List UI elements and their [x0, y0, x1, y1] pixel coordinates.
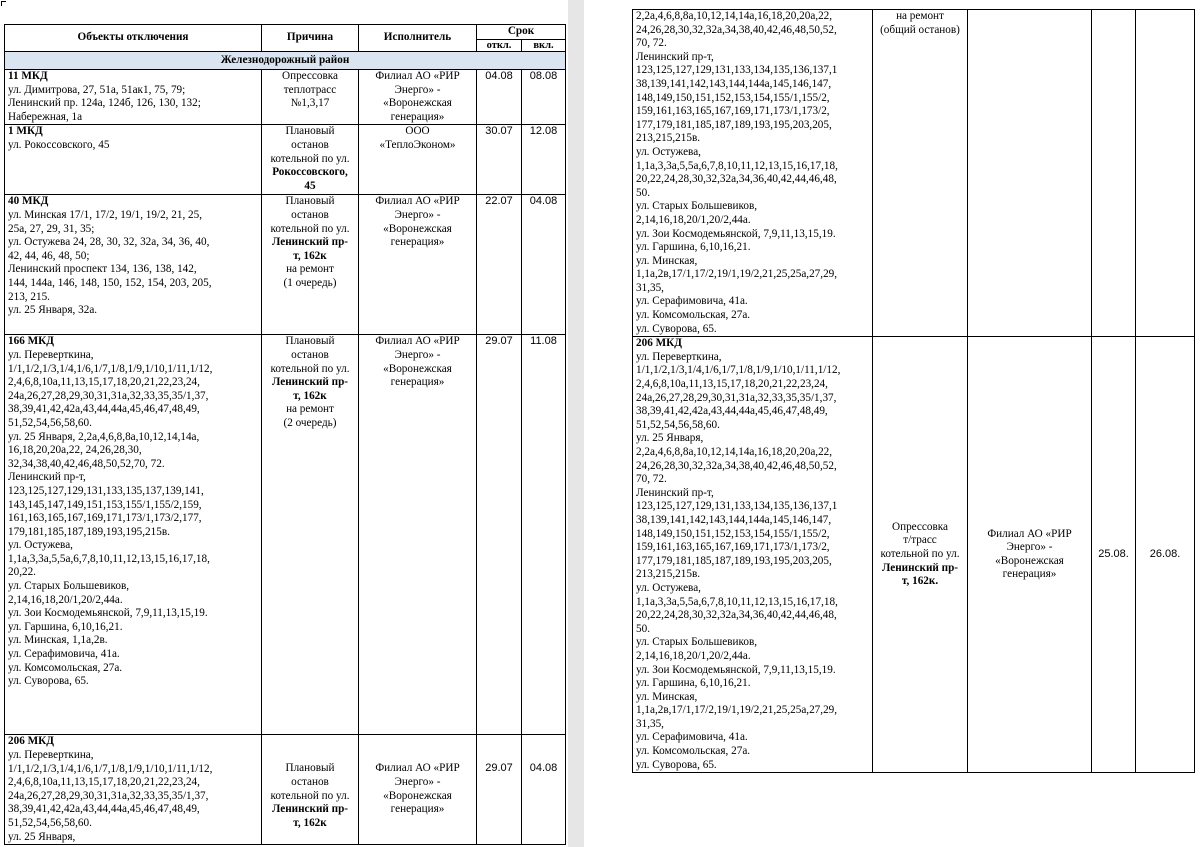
cell-line: Плановый	[285, 195, 335, 208]
cell-line: 1,1а,2в,17/1,17/2,19/1,19/2,21,25,25а,27,29,	[636, 704, 838, 717]
cell-line: 31,35,	[636, 717, 664, 730]
date-off-cell: 25.08.	[1092, 337, 1136, 773]
table-row	[5, 195, 566, 335]
cell-line: ул. Минская,	[636, 254, 698, 267]
cell-line: Ленинский пр-	[271, 376, 349, 389]
cell-line: 159,161,163,165,167,169,171,173/1,173/2,	[636, 541, 830, 554]
cell-line: 161,163,165,167,169,171,173/1,173/2,177,	[8, 512, 202, 525]
cell-line: 51,52,54,56,58,60.	[8, 416, 92, 429]
cell-line: на ремонт	[896, 10, 944, 22]
cell-line: 2,2а,4,6,8,8а,10,12,14,14а,16,18,20,20а,22,	[636, 446, 833, 458]
header-objects: Объекты отключения	[5, 25, 262, 52]
reason-cell	[262, 125, 359, 195]
objects-cell	[5, 195, 262, 335]
cell-line: ул. 25 Января,	[636, 432, 704, 445]
cell-line: Ленинский пр-т,	[8, 471, 86, 484]
object-count-title: 166 МКД	[8, 335, 54, 348]
outage-table-left	[4, 24, 566, 845]
date-on-cell: 04.08	[522, 735, 566, 845]
objects-cell	[633, 337, 873, 773]
objects-cell	[633, 10, 873, 337]
date-off-cell: 04.08	[477, 70, 522, 125]
cell-line: 1/1,1/2,1/3,1/4,1/6,1/7,1/8,1/9,1/10,1/11,1/12,	[636, 364, 841, 377]
cell-line: ул. 25 Января, 2,2а,4,6,8,8а,10,12,14,14а,	[8, 430, 200, 443]
cell-line: (1 очередь)	[283, 276, 337, 289]
objects-cell	[5, 735, 262, 845]
cell-line: котельной по ул.	[270, 222, 350, 235]
date-off-cell: 29.07	[477, 335, 522, 735]
table-row	[5, 125, 566, 195]
cell-line: 70, 72.	[636, 473, 667, 486]
cell-line: 1/1,1/2,1/3,1/4,1/6,1/7,1/8,1/9,1/10,1/11,1/12,	[8, 762, 213, 775]
cell-line: 1,1а,3,3а,5,5а,6,7,8,10,11,12,13,15,16,17,18,	[8, 552, 210, 565]
cell-line: 2,2а,4,6,8,8а,10,12,14,14а,16,18,20,20а,22,	[636, 10, 833, 22]
cell-line: 123,125,127,129,131,133,134,135,136,137,1	[636, 64, 838, 77]
object-count-title: 206 МКД	[8, 735, 54, 748]
cell-line: ул. Зои Космодемьянской, 7,9,11,13,15,19.	[636, 227, 836, 240]
header-off: откл.	[477, 40, 522, 52]
object-count-title: 40 МКД	[8, 195, 49, 208]
reason-cell	[873, 10, 968, 337]
cell-line: ул. Серафимовича, 41а.	[636, 295, 748, 308]
cell-line: Ленинский пр-	[881, 561, 959, 574]
cell-line: ул. 25 Января, 32а.	[8, 304, 98, 317]
date-on-cell: 12.08	[522, 125, 566, 195]
cell-line: Плановый	[285, 125, 335, 138]
executor-cell	[359, 70, 477, 125]
cell-line: ул. Старых Большевиков,	[8, 580, 130, 593]
cell-line: (2 очередь)	[283, 416, 337, 429]
cell-line: Ленинский пр-	[271, 236, 349, 249]
executor-cell	[359, 195, 477, 335]
cell-line: на ремонт	[286, 403, 334, 416]
cell-line: 213, 215.	[8, 290, 50, 303]
cell-line: генерация»	[390, 803, 445, 816]
cell-line: 2,14,16,18,20/1,20/2,44а.	[8, 593, 123, 606]
cell-line: ул. Переверткина,	[8, 348, 94, 361]
objects-cell	[5, 335, 262, 735]
cell-line: 50.	[636, 186, 650, 199]
objects-cell	[5, 70, 262, 125]
cell-line: Филиал АО «РИР	[375, 70, 460, 82]
cell-line: 32,34,38,40,42,46,48,50,52,70, 72.	[8, 457, 165, 470]
cell-line: №1,3,17	[290, 97, 330, 110]
reason-cell	[262, 735, 359, 845]
cell-line: ул. Серафимовича, 41а.	[636, 731, 748, 744]
executor-cell	[359, 335, 477, 735]
cell-line: 213,215,215в.	[636, 568, 701, 581]
district-row: Железнодорожный район	[5, 52, 566, 70]
cell-line: т, 162к	[293, 816, 327, 829]
cell-line: ул. 25 Января,	[8, 830, 76, 843]
cell-line: ул. Зои Космодемьянской, 7,9,11,13,15,19.	[636, 663, 836, 676]
cell-line: котельной по ул.	[880, 547, 960, 560]
cell-line: «Воронежская	[383, 222, 452, 235]
cell-line: 25а, 27, 29, 31, 35;	[8, 222, 95, 235]
cell-line: 20,22,24,28,30,32,32а,34,36,40,42,44,46,48,	[636, 173, 837, 186]
cell-line: котельной по ул.	[270, 362, 350, 375]
reason-cell	[262, 70, 359, 125]
header-executor: Исполнитель	[359, 25, 477, 52]
cell-line: 2,14,16,18,20/1,20/2,44а.	[636, 649, 751, 662]
cell-line: генерация»	[390, 236, 445, 249]
cell-line: 38,39,41,42,42а,43,44,44а,45,46,47,48,49,	[636, 405, 828, 418]
cell-line: ул. Серафимовича, 41а.	[8, 648, 120, 661]
date-on-cell: 26.08.	[1136, 337, 1195, 773]
cell-line: Опрессовка	[282, 70, 338, 82]
cell-line: ул. Минская 17/1, 17/2, 19/1, 19/2, 21, 25,	[8, 208, 203, 221]
cell-line: Плановый	[285, 335, 335, 348]
cell-line: Ленинский пр-т,	[636, 50, 714, 63]
cell-line: Рокоссовского,	[272, 166, 348, 179]
cell-line: 148,149,150,151,152,153,154,155/1,155/2,	[636, 91, 830, 104]
cell-line: «ТеплоЭконом»	[379, 138, 456, 151]
object-count-title: 11 МКД	[8, 70, 48, 82]
cell-line: т/трасс	[903, 534, 937, 547]
cell-line: 177,179,181,185,187,189,193,195,203,205,	[636, 554, 832, 567]
cell-line: ул. Остужева,	[636, 145, 701, 158]
cell-line: «Воронежская	[383, 362, 452, 375]
cell-line: «Воронежская	[383, 789, 452, 802]
table-row	[5, 735, 566, 845]
cell-line: 45	[304, 179, 316, 192]
cell-line: 159,161,163,165,167,169,171,173/1,173/2,	[636, 105, 830, 118]
cell-line: 31,35,	[636, 281, 664, 294]
cell-line: ул. Минская,	[636, 690, 698, 703]
reason-cell	[873, 337, 968, 773]
cell-line: ул. Остужева,	[8, 539, 73, 552]
cell-line: ул. Димитрова, 27, 51а, 51ак1, 75, 79;	[8, 83, 186, 96]
cell-line: ул. Комсомольская, 27а.	[8, 661, 123, 674]
cell-line: «Воронежская	[995, 554, 1064, 567]
cell-line: 38,39,41,42,42а,43,44,44а,45,46,47,48,49,	[8, 803, 200, 816]
cell-line: Филиал АО «РИР	[987, 527, 1072, 540]
cell-line: Энерго» -	[394, 83, 441, 96]
cell-line: на ремонт	[286, 263, 334, 276]
cell-line: 38,139,141,142,143,144,144а,145,146,147,	[636, 513, 832, 526]
cell-line: Набережная, 1а	[8, 110, 83, 123]
cell-line: 2,4,6,8,10а,11,13,15,17,18,20,21,22,23,24,	[8, 776, 200, 789]
cell-line: 24а,26,27,28,29,30,31,31а,32,33,35,35/1,37,	[8, 789, 209, 802]
cell-line: 38,139,141,142,143,144,144а,145,146,147,	[636, 77, 832, 90]
cell-line: генерация»	[390, 376, 445, 389]
cell-line: 51,52,54,56,58,60.	[8, 816, 92, 829]
date-off-cell: 29.07	[477, 735, 522, 845]
cell-line: ул. Старых Большевиков,	[636, 636, 758, 649]
executor-cell	[359, 735, 477, 845]
object-count-title: 1 МКД	[8, 125, 43, 138]
executor-cell	[968, 337, 1092, 773]
cell-line: ул. Переверткина,	[636, 350, 722, 363]
cell-line: Ленинский пр. 124а, 124б, 126, 130, 132;	[8, 97, 201, 110]
outage-table-right	[632, 9, 1195, 773]
cell-line: Филиал АО «РИР	[375, 335, 460, 348]
cell-line: Филиал АО «РИР	[375, 762, 460, 775]
cell-line: 16,18,20,20а,22, 24,26,28,30,	[8, 444, 142, 457]
cell-line: 144, 144а, 146, 148, 150, 152, 154, 203, 205,	[8, 276, 212, 289]
cell-line: (общий останов)	[880, 23, 960, 36]
date-on-cell: 11.08	[522, 335, 566, 735]
cell-line: 24,26,28,30,32,32а,34,38,40,42,46,48,50,52,	[636, 459, 837, 472]
executor-cell	[359, 125, 477, 195]
cell-line: 70, 72.	[636, 37, 667, 50]
cell-line: ул. Старых Большевиков,	[636, 200, 758, 213]
cell-line: 51,52,54,56,58,60.	[636, 418, 720, 431]
cell-line: 50.	[636, 622, 650, 635]
date-off-cell: 30.07	[477, 125, 522, 195]
cell-line: останов	[291, 138, 329, 151]
cell-line: 2,4,6,8,10а,11,13,15,17,18,20,21,22,23,24,	[636, 378, 828, 391]
cell-line: Энерго» -	[394, 775, 441, 788]
cell-line: ул. Комсомольская, 27а.	[636, 745, 751, 758]
cell-line: 148,149,150,151,152,153,154,155/1,155/2,	[636, 527, 830, 540]
header-reason: Причина	[262, 25, 359, 52]
cell-line: 38,39,41,42,42а,43,44,44а,45,46,47,48,49,	[8, 403, 200, 416]
table-row	[5, 70, 566, 125]
header-on: вкл.	[522, 40, 566, 52]
cell-line: т, 162к.	[901, 575, 939, 588]
cell-line: ул. Переверткина,	[8, 748, 94, 761]
cell-line: 179,181,185,187,189,193,195,215в.	[8, 525, 170, 538]
cell-line: 1,1а,3,3а,5,5а,6,7,8,10,11,12,13,15,16,17,18,	[636, 595, 838, 608]
cell-line: ООО	[405, 125, 430, 138]
reason-cell	[262, 335, 359, 735]
table-row	[5, 335, 566, 735]
cell-line: Ленинский проспект 134, 136, 138, 142,	[8, 263, 197, 276]
executor-cell	[968, 10, 1092, 337]
cell-line: 123,125,127,129,131,133,135,137,139,141,	[8, 484, 204, 497]
cell-line: Энерго» -	[1006, 541, 1053, 554]
cell-line: ул. Гаршина, 6,10,16,21.	[636, 677, 751, 690]
cell-line: 20,22,24,28,30,32,32а,34,36,40,42,44,46,48,	[636, 609, 837, 622]
cell-line: ул. Суворова, 65.	[8, 675, 89, 688]
cell-line: ул. Суворова, 65.	[636, 758, 717, 771]
cell-line: 24а,26,27,28,29,30,31,31а,32,33,35,35/1,37,	[8, 389, 209, 402]
cell-line: Ленинский пр-	[271, 803, 349, 816]
date-on-cell	[1136, 10, 1195, 337]
cell-line: ул. Рокоссовского, 45	[8, 138, 110, 151]
cell-line: Ленинский пр-т,	[636, 486, 714, 499]
date-off-cell	[1092, 10, 1136, 337]
cell-line: генерация»	[390, 110, 445, 123]
cell-line: ул. Зои Космодемьянской, 7,9,11,13,15,19.	[8, 607, 208, 620]
cell-line: 1,1а,3,3а,5,5а,6,7,8,10,11,12,13,15,16,17,18,	[636, 159, 838, 172]
date-off-cell: 22.07	[477, 195, 522, 335]
date-on-cell: 04.08	[522, 195, 566, 335]
object-count-title: 206 МКД	[636, 337, 682, 350]
cell-line: котельной по ул.	[270, 152, 350, 165]
cell-line: ул. Комсомольская, 27а.	[636, 309, 751, 322]
header-term: Срок	[477, 25, 566, 40]
cell-line: останов	[291, 775, 329, 788]
cell-line: Энерго» -	[394, 348, 441, 361]
cell-line: 2,14,16,18,20/1,20/2,44а.	[636, 213, 751, 226]
cell-line: т, 162к	[293, 389, 327, 402]
cell-line: ул. Суворова, 65.	[636, 322, 717, 335]
cell-line: Плановый	[285, 762, 335, 775]
cell-line: 20,22.	[8, 566, 36, 579]
table-row	[633, 10, 1195, 337]
cell-line: ул. Остужева,	[636, 581, 701, 594]
cell-line: ул. Минская, 1,1а,2в.	[8, 634, 108, 647]
cell-line: ул. Остужева 24, 28, 30, 32, 32а, 34, 36, 40,	[8, 236, 210, 249]
cell-line: ул. Гаршина, 6,10,16,21.	[636, 241, 751, 254]
cell-line: котельной по ул.	[270, 789, 350, 802]
document-page-left	[0, 0, 568, 847]
reason-cell	[262, 195, 359, 335]
date-on-cell: 08.08	[522, 70, 566, 125]
cell-line: т, 162к	[293, 249, 327, 262]
cell-line: 24а,26,27,28,29,30,31,31а,32,33,35,35/1,37,	[636, 391, 837, 404]
cell-line: ул. Гаршина, 6,10,16,21.	[8, 620, 123, 633]
cell-line: останов	[291, 348, 329, 361]
cell-line: 177,179,181,185,187,189,193,195,203,205,	[636, 118, 832, 131]
cell-line: 213,215,215в.	[636, 132, 701, 145]
cell-line: теплотрасс	[283, 83, 337, 96]
cell-line: 24,26,28,30,32,32а,34,38,40,42,46,48,50,52,	[636, 23, 837, 36]
cell-line: 42, 44, 46, 48, 50;	[8, 249, 90, 262]
cell-line: генерация»	[1002, 568, 1057, 581]
cell-line: останов	[291, 208, 329, 221]
cell-line: «Воронежская	[383, 97, 452, 110]
cell-line: 143,145,147,149,151,153,155/1,155/2,159,	[8, 498, 202, 511]
table-row	[633, 337, 1195, 773]
cell-line: Энерго» -	[394, 208, 441, 221]
cell-line: 1,1а,2в,17/1,17/2,19/1,19/2,21,25,25а,27,29,	[636, 268, 838, 281]
page-corner-mark	[1, 1, 6, 6]
cell-line: 123,125,127,129,131,133,134,135,136,137,1	[636, 500, 838, 513]
cell-line: 2,4,6,8,10а,11,13,15,17,18,20,21,22,23,24,	[8, 376, 200, 389]
cell-line: 1/1,1/2,1/3,1/4,1/6,1/7,1/8,1/9,1/10,1/11,1/12,	[8, 362, 213, 375]
cell-line: Опрессовка	[892, 520, 948, 533]
cell-line: Филиал АО «РИР	[375, 195, 460, 208]
objects-cell	[5, 125, 262, 195]
